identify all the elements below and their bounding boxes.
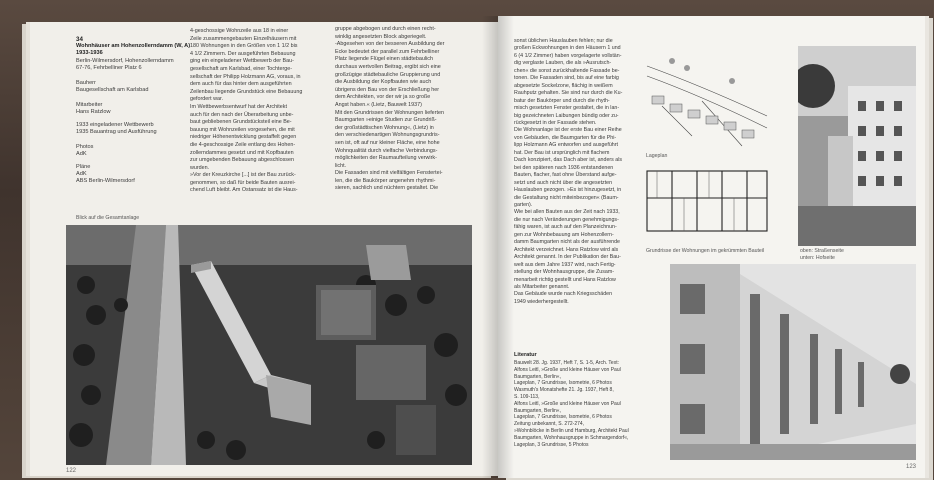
literature-list: Bauwelt 28. Jg. 1937, Heft 7, S. 1-5, Arch. Text: Alfons Leitl, »Große und kleine Häuser von Paul Baumgarten, Berlin«, Lageplan, 7 Grundrisse, Isometrie, 6 Photos Wasmuth's Monatshefte 21. Jg. 1937, Heft 8, S. 109-113, Alfons Leitl, »Große und kleine Häuser von Paul Baumgarten, Berlin«, Lageplan, 7 Grundrisse, Isometrie, 6 Photos Zeitung unbekannt, S. 272-274, »Wohnblöcke in Berlin und Hamburg, Architekt Paul Baumgarten, Wohnhausgruppe in Schmargendorf«, Lageplan, 3 Grundrisse, 5 Photos <box>514 360 629 448</box>
plaene-label: Pläne <box>76 164 91 170</box>
book-spread <box>30 16 925 478</box>
left-column-two: 4-geschossige Wohnzeile aus 18 in einer Zeile zusammengebauten Einzelhäusern mit 180 Wohnungen in den Größen von 1 1/2 bis 4 1/2 Zimmern. Der ausgeführten Bebauung ging ein eingeladener Wettbewerb der Bau- gesellschaft am Karlsbad, einer Tochterge- sellschaft der Philipp Holzmann AG, voraus, in dem auch für das hinter dem ausgeführten Zeilenbau liegende Grundstück eine Bebauung gefordert war. Im Wettbewerbsentwurf hat der Architekt auch für den nach der Überarbeitung unbe- baut gebliebenen Grundstücksteil eine Be- bauung mit Wohnzeilen vorgesehen, die mit niedriger Höhenentwicklung gestaffelt gegen die 4-geschossige Zeile entlang des Hohen- zollerndammes gesetzt und mit Kopfbauten zur umgebenden Bebauung abgeschlossen wurden. »Vor der Kreuzkirche [...] ist der Bau zurück- genommen, so daß für beide Bauten ausrei- chend Luft bleibt. Am Ostansatz ist die Haus- <box>190 28 303 194</box>
mitarbeiter-value: Hans Ratzlow <box>76 109 111 115</box>
street-side-photo <box>798 46 916 246</box>
courtyard-side-photo <box>670 264 916 460</box>
book-gutter <box>482 16 514 478</box>
entry-title: Wohnhäuser am Hohenzollerndamm (W, A) 1933-1936 <box>76 43 191 57</box>
site-plan-drawing <box>642 46 772 151</box>
literature-label: Literatur <box>514 352 537 358</box>
aerial-photo-caption: Blick auf die Gesamtanlage <box>76 215 140 221</box>
aerial-photo <box>66 225 472 465</box>
left-column-three: gruppe abgebogen und durch einen recht- winklig angesetzten Block abgeriegelt. -Abgesehen von der besseren Ausbildung der Ecke bedeutet der parallel zum Fehrbelliner Platz liegende Flügel einen städtebaulich durchaus wertvollen Beitrag, ergibt sich eine großzügige städtebauliche Gruppierung und die Ausbildung der Kopfbauten wie auch übrigens den Bau von der Erschließung her dem Architekten, vor der wir ja so große Angst haben.« (Lietz, Bauwelt 1937) Mit den Grundrissen der Wohnungen lieferten Baumgarten »einige Studien zur Grundriß- der großstädtischen Wohnung«, (Lietz) in den verschiedenartigen Wohnungsgrundris- sen ist, oft auf nur kleiner Fläche, eine hohe Wohnqualität durch vielfache Verbindungs- möglichkeiten der Raumaufteilung verwirk- licht. Die Fassaden sind mit vielfältigen Fenstertei- len, die die Baukörper angenehm rhythmi- sieren, sachlich und nüchtern gestaltet. Die <box>335 26 445 192</box>
floor-plan-drawing <box>642 166 772 246</box>
dates-list: 1933 eingeladener Wettbewerb 1935 Bauantrag und Ausführung <box>76 122 157 136</box>
photos-caption: oben: Straßenseite unten: Hofseite <box>800 248 844 262</box>
mitarbeiter-label: Mitarbeiter <box>76 102 103 108</box>
photos-label: Photos <box>76 144 94 150</box>
right-column-text: sonst üblichen Hauslauben fehlen; nur die großen Eckwohnungen in den Häusern 1 und 6 (4 1/2 Zimmer) haben vorgelagerte vollstän- dig verglaste Lauben, die als »Ausrutsch- chen« die sonst zurückhaltende Fassade be- tonen. Die Fassaden sind, bis auf eine farbig abgesetzte Sockelzone, flächig in weißem Rauhputz gehalten. Sie sind nur durch die Ku- batur der Baukörper und durch die rhyth- misch gesetzten Fenster gestaltet, die in lan- big gezeichneten Laibungen bündig oder zu- rückgesetzt in der Fassade stehen. Die Wohnanlage ist der erste Bau einer Reihe von Gebäuden, die Baumgarten für die Phi- lipp Holzmann AG entworfen und ausgeführt hat. Der Bau ist ursprünglich mit flachem Dach konzipiert, das Dach aber ist, anders als bei den späteren nach 1936 entstandenen Bauten, flacher, fast ohne Überstand aufge- setzt und auch nicht über die angesetzten Hauslauben gezogen. »Es ist hinzugesetzt, in die Gestaltung nicht miteinbezogen« (Baum- garten). Wie bei allen Bauten aus der Zeit nach 1933, die nur nach Veränderungen genehmigungs- fähig waren, ist auch auf den Planzeichnun- gen zur Wohnbebauung am Hohenzollern- damm Baumgarten nicht als der ausführende Architekt verzeichnet. Hans Ratzlow wird als Architekt genannt. In der Publikation der Bau- welt aus dem Jahre 1937 wird, nach Fertig- stellung der Wohnhausgruppe, die Zusam- menarbeit richtig gestellt und Hans Ratzlow als Mitarbeiter genannt. Das Gebäude wurde nach Kriegsschäden 1949 wiederhergestellt. <box>514 38 623 305</box>
right-page <box>498 16 925 478</box>
left-page <box>30 22 499 476</box>
photos-value: AdK <box>76 151 87 157</box>
left-page-number: 122 <box>66 468 77 474</box>
entry-address: Berlin-Wilmersdorf, Hohenzollerndamm 67-76, Fehrbelliner Platz 6 <box>76 58 174 72</box>
entry-number: 34 <box>76 36 83 43</box>
grundrisse-caption: Grundrisse der Wohnungen im gekrümmten Bauteil <box>646 248 765 254</box>
bauherr-label: Bauherr <box>76 80 96 86</box>
plaene-value: AdK ABS Berlin-Wilmersdorf <box>76 171 135 185</box>
bauherr-value: Baugesellschaft am Karlsbad <box>76 87 149 93</box>
lageplan-caption: Lageplan <box>646 153 668 159</box>
right-page-number: 123 <box>906 464 917 470</box>
